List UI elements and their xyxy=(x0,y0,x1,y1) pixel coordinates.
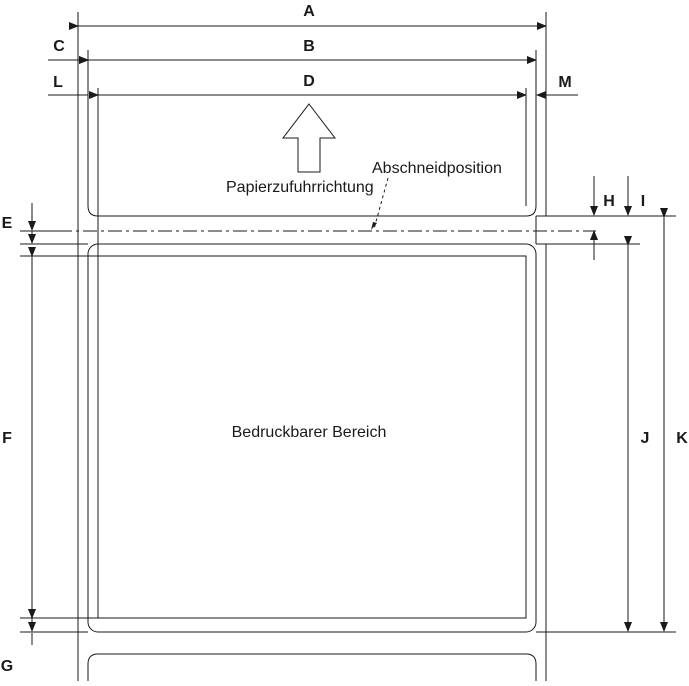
label-L: L xyxy=(53,74,63,91)
label-H: H xyxy=(603,193,615,210)
liner-edges xyxy=(78,12,546,681)
label-B: B xyxy=(303,38,315,55)
label-K: K xyxy=(676,430,688,447)
gap-bracket xyxy=(536,216,676,244)
label-D: D xyxy=(303,73,315,90)
printable-area-text: Bedruckbarer Bereich xyxy=(231,424,387,441)
dimension-K xyxy=(536,217,676,632)
feed-direction-arrow xyxy=(283,104,335,172)
label-G: G xyxy=(0,658,14,675)
label-J: J xyxy=(640,430,650,447)
label-E: E xyxy=(1,215,13,232)
dimension-F xyxy=(20,256,98,618)
label-M: M xyxy=(558,74,572,91)
feed-direction-text: Papierzufuhrrichtung xyxy=(226,179,374,196)
label-A: A xyxy=(303,3,315,20)
next-label xyxy=(88,654,536,681)
label-C: C xyxy=(53,38,65,55)
label-F: F xyxy=(2,430,12,447)
label-I: I xyxy=(640,193,646,210)
cut-position-text: Abschneidposition xyxy=(372,160,502,177)
